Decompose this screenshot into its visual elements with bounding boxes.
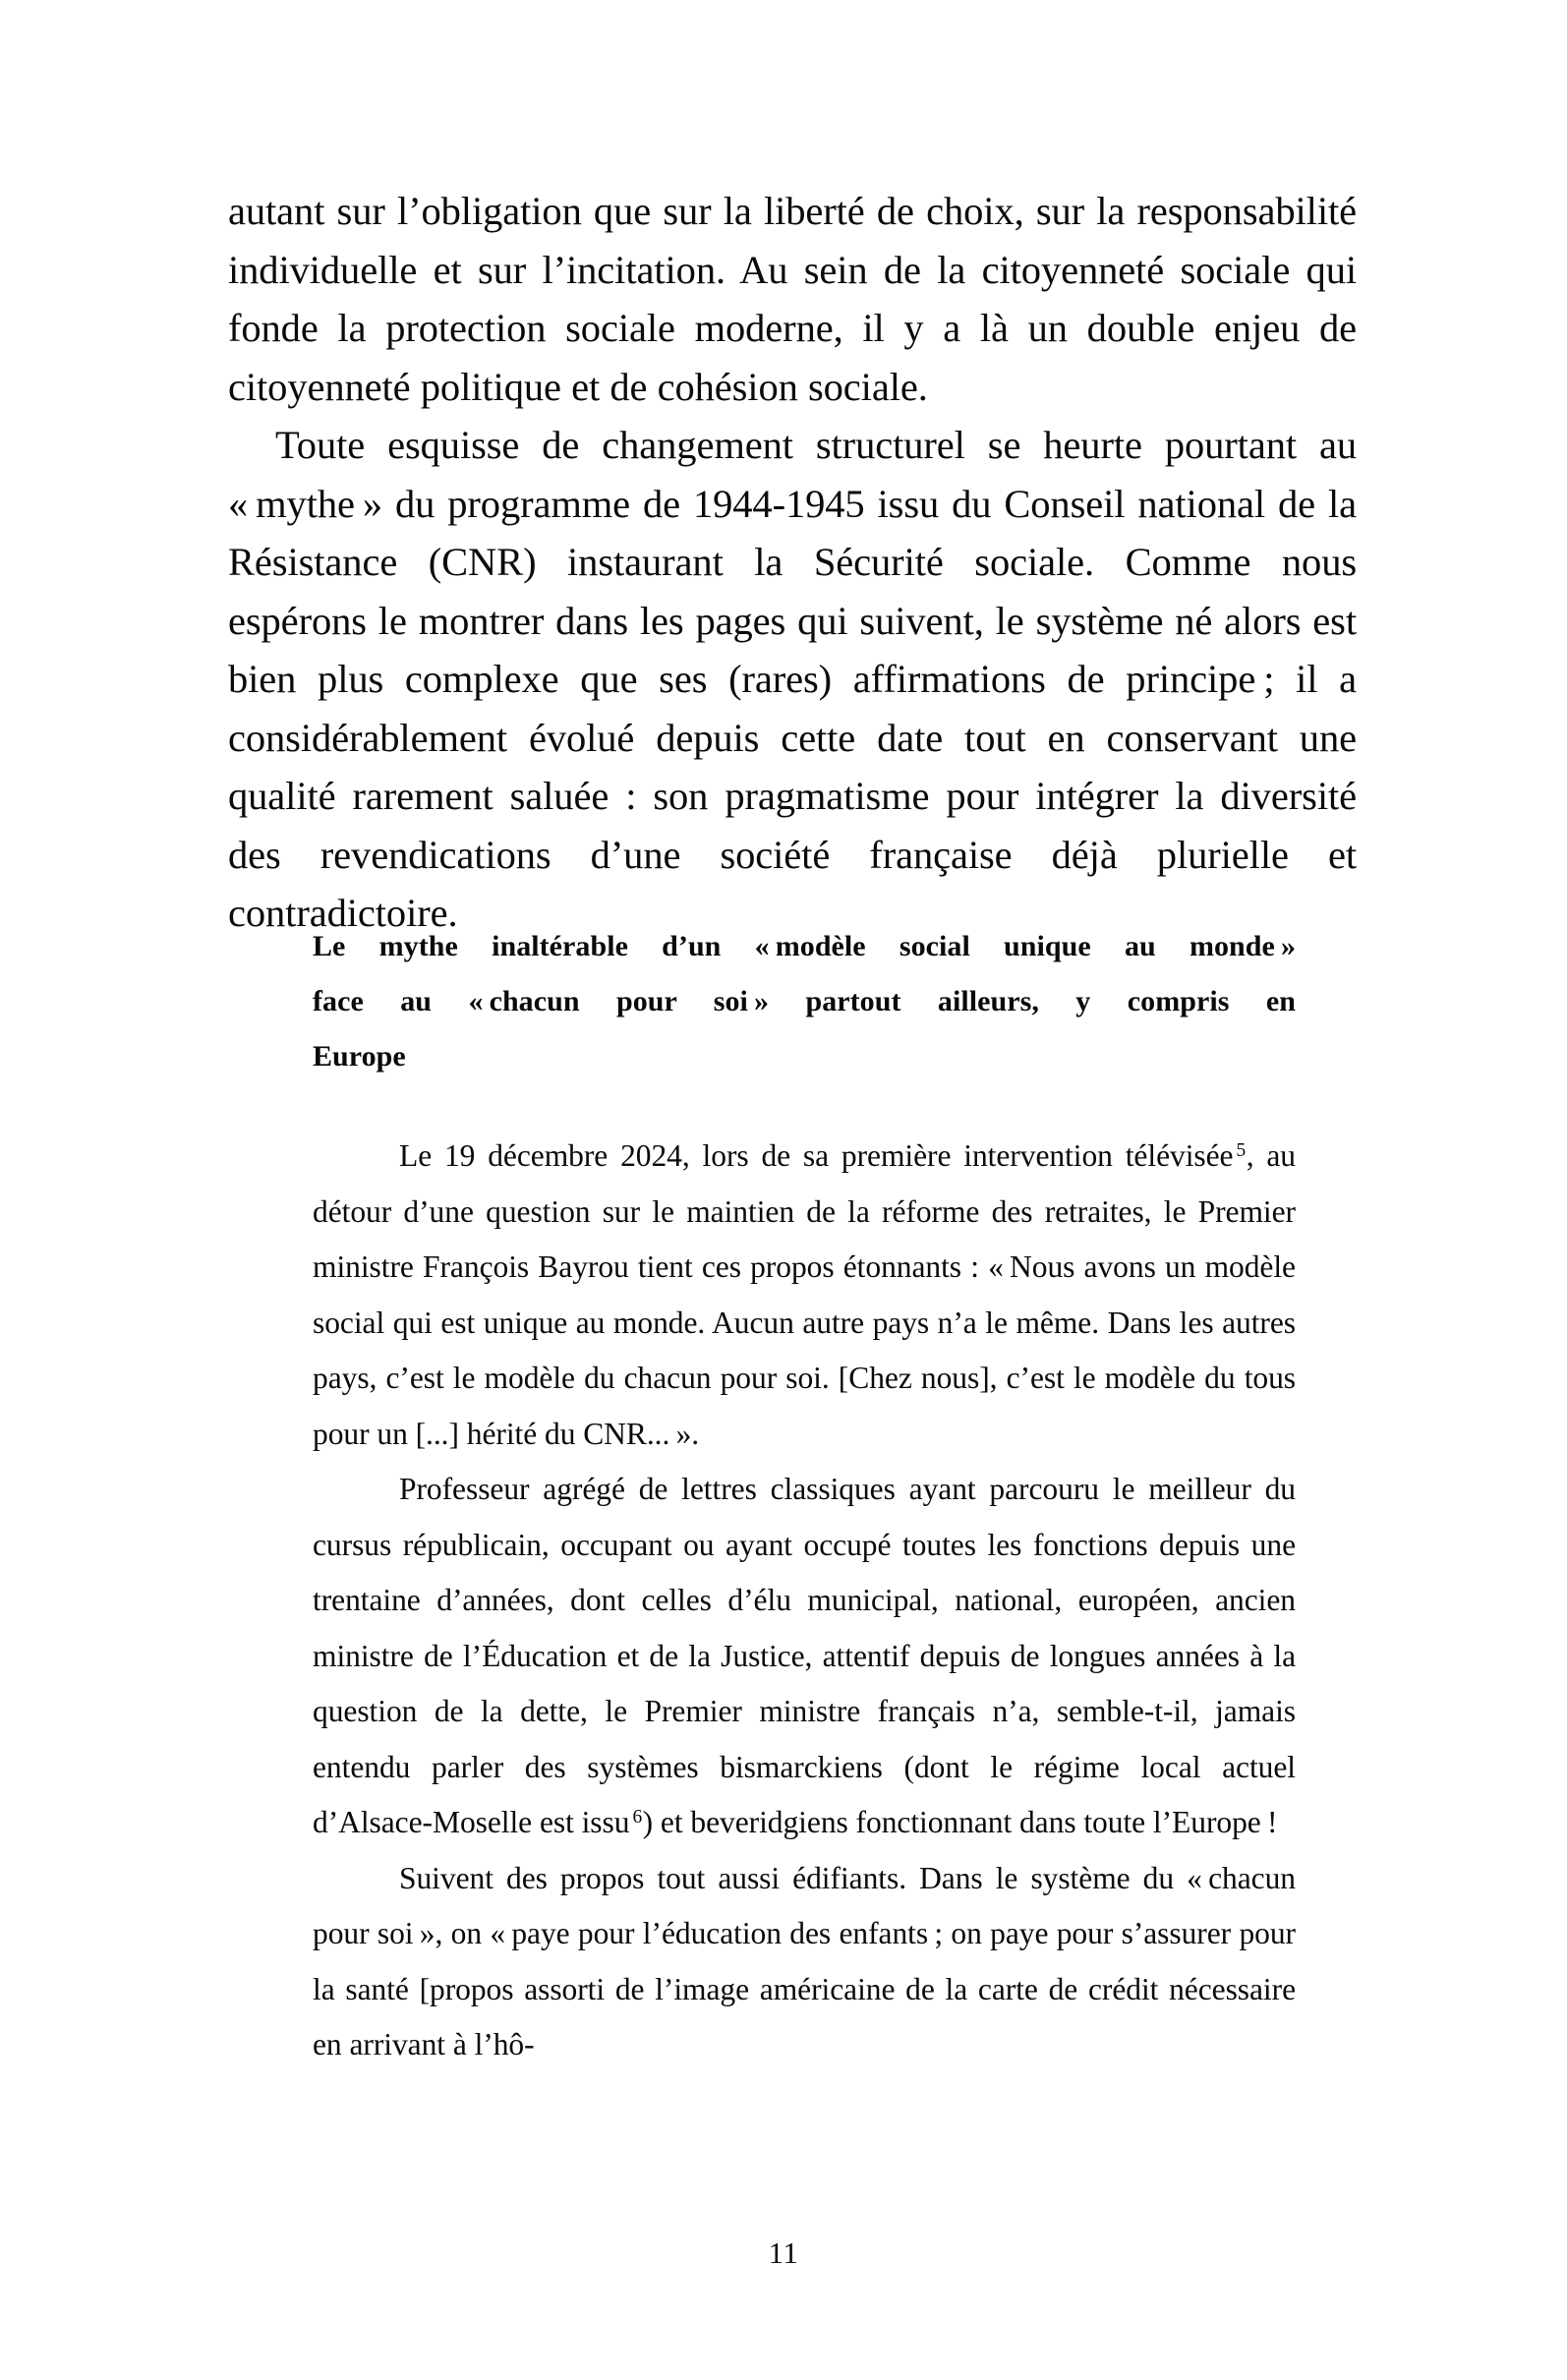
- sub-text-block: [313, 1129, 1296, 2073]
- paragraph-suivent-propos: [313, 1851, 1296, 2073]
- main-text-block: [228, 182, 1357, 943]
- paragraph-suivent-segment-1: Suivent des propos tout aussi édifiants. Dans le système du « chacun pour soi », on « paye pour l’éducation des enfants ; on paye pour s’assurer pour la santé [propos assorti de l’image américaine de la carte de crédit nécessaire en arrivant à l’hô-: [313, 1860, 1296, 2061]
- footnote-marker-5[interactable]: 5: [1236, 1139, 1247, 1161]
- page-number: 11: [768, 2235, 799, 2270]
- footnote-marker-6[interactable]: 6: [632, 1806, 643, 1828]
- section-heading-line-2: face au « chacun pour soi » partout ailleurs, y compris en: [313, 985, 1296, 1017]
- paragraph-citoyennete: autant sur l’obligation que sur la liberté de choix, sur la responsabilité individuelle et sur l’incitation. Au sein de la citoyenneté sociale qui fonde la protection sociale moderne, il y a là un double enjeu de citoyenneté politique et de cohésion sociale.: [228, 189, 1357, 409]
- paragraph-mythe-cnr: Toute esquisse de changement structurel se heurte pourtant au « mythe » du programme de 1944-1945 issu du Conseil national de la Résistance (CNR) instaurant la Sécurité sociale. Comme nous espérons le montrer dans les pages qui suivent, le système né alors est bien plus complexe que ses (rares) affirmations de principe ; il a considérablement évolué depuis cette date tout en conservant une qualité rarement saluée : son pragmatisme pour intégrer la diversité des revendications d’une société française déjà plurielle et contradictoire.: [228, 423, 1357, 935]
- paragraph-bayrou-intervention: [313, 1129, 1296, 1462]
- section-heading: [313, 919, 1296, 1084]
- section-heading-line-1: Le mythe inaltérable d’un « modèle social unique au monde »: [313, 930, 1296, 962]
- paragraph-bayrou-segment-1: Le 19 décembre 2024, lors de sa première intervention télévisée: [399, 1138, 1234, 1173]
- paragraph-professeur-agrege: [313, 1462, 1296, 1851]
- section-heading-line-3: Europe: [313, 1040, 406, 1073]
- paragraph-professeur-segment-2: ) et beveridgiens fonctionnant dans toute l’Europe !: [642, 1805, 1278, 1839]
- paragraph-bayrou-segment-2: , au détour d’une question sur le maintien de la réforme des retraites, le Premier ministre François Bayrou tient ces propos étonnants : « Nous avons un modèle social qui est unique au monde. Aucun autre pays n’a le même. Dans les autres pays, c’est le modèle du chacun pour soi. [Chez nous], c’est le modèle du tous pour un [...] hérité du CNR... ».: [313, 1138, 1296, 1451]
- paragraph-professeur-segment-1: Professeur agrégé de lettres classiques ayant parcouru le meilleur du cursus républicain, occupant ou ayant occupé toutes les fonctions depuis une trentaine d’années, dont celles d’élu municipal, national, européen, ancien ministre de l’Éducation et de la Justice, attentif depuis de longues années à la question de la dette, le Premier ministre français n’a, semble-t-il, jamais entendu parler des systèmes bismarckiens (dont le régime local actuel d’Alsace-Moselle est issu: [313, 1472, 1296, 1839]
